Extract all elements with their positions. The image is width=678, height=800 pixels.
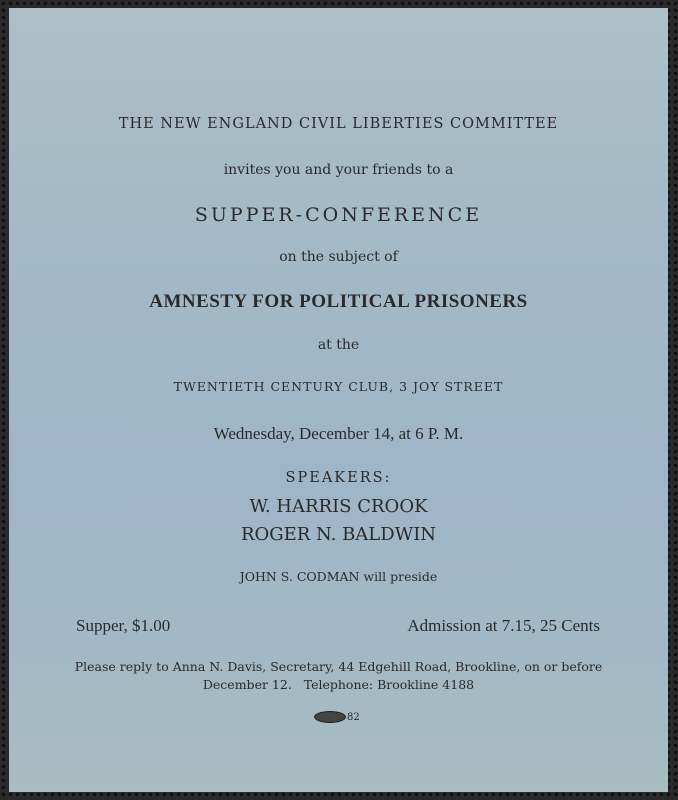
date-time: Wednesday, December 14, at 6 P. M.: [213, 424, 464, 443]
union-label: [314, 711, 360, 723]
speaker: ROGER N. BALDWIN: [240, 524, 437, 545]
presider: JOHN S. CODMAN will preside: [239, 569, 438, 584]
committee-name: THE NEW ENGLAND CIVIL LIBERTIES COMMITTEE: [118, 116, 559, 132]
invitation-sheet: [9, 8, 668, 792]
admission-price: Admission at 7.15, 25 Cents: [407, 616, 600, 635]
supper-price: Supper, $1.00: [76, 616, 171, 635]
venue: TWENTIETH CENTURY CLUB, 3 JOY STREET: [173, 379, 504, 394]
speakers-label: SPEAKERS:: [285, 470, 392, 486]
union-label-icon: [314, 711, 346, 723]
subject-title: AMNESTY FOR POLITICAL PRISONERS: [149, 291, 528, 312]
speaker: W. HARRIS CROOK: [249, 496, 428, 517]
at-text: at the: [317, 337, 360, 353]
event-type: SUPPER-CONFERENCE: [194, 204, 483, 226]
reply-line-2: December 12. Telephone: Brookline 4188: [202, 677, 475, 692]
reply-line-1: Please reply to Anna N. Davis, Secretary, 44 Edgehill Road, Brookline, on or before: [74, 659, 603, 674]
union-label-number: 82: [347, 711, 360, 723]
subject-intro: on the subject of: [279, 249, 398, 265]
invite-text: invites you and your friends to a: [223, 162, 454, 178]
